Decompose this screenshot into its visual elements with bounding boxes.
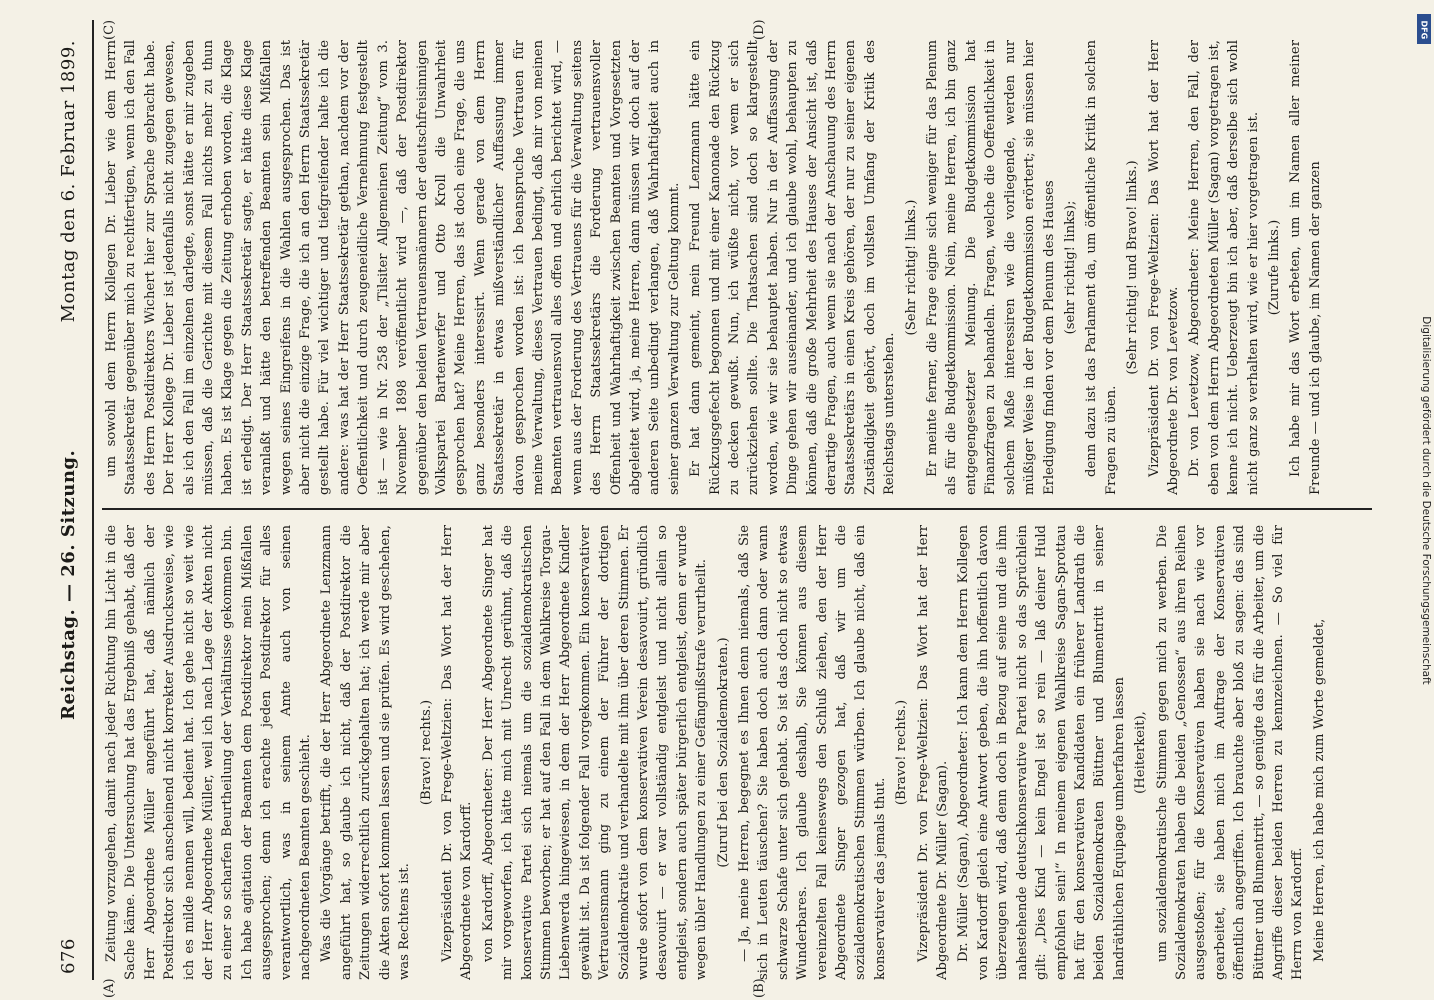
paragraph: Was die Vorgänge betrifft, die der Herr Abgeordnete Lenzmann angeführt hat, so glaube ich nicht, daß der Postdirektor die Zeitungen widerrechtlich zurückgehalten hat; ich werde mir aber die Akten sofort kommen lassen und sie prüfen. Es wird geschehen, was Rechtens ist. xyxy=(319,525,413,980)
marker-a: (A) xyxy=(102,978,117,998)
paragraph: Vizepräsident Dr. von Frege-Weltzien: Das Wort hat der Herr Abgeordnete Dr. von Levetzow. xyxy=(1146,40,1181,495)
digitization-stamp xyxy=(1416,8,1432,993)
paragraph: Ich habe mir das Wort erbeten, um im Namen aller meiner Freunde — und ich glaube, im Namen der ganzen xyxy=(1288,40,1323,495)
interjection: (Zuruf bei den Sozialdemokraten.) xyxy=(715,637,731,868)
paragraph: von Kardorff, Abgeordneter: Der Herr Abgeordnete Singer hat mir vorgeworfen, ich hätte mich mit Unrecht gerühmt, daß die konservative Partei sich niemals um die sozialdemokratischen Stimmen beworben; er hat auf den Fall in dem Wahlkreise Torgau-Liebenwerda hingewiesen, in dem der Herr Abgeordnete Kindler gewählt ist. Da ist folgender Fall vorgekommen. Ein konservativer Vertrauensmann ging zu einem der Führer der dortigen Sozialdemokratie und verhandelte mit ihm über deren Stimmen. Er wurde sofort von dem konservativen Verein desavouirt, gründlich desavouirt — er war vollständig entgleist und nicht allein so entgleist, sondern auch später bürgerlich entgleist, denn er wurde wegen übler Handlungen zu einer Gefängnißstrafe verurtheilt. xyxy=(480,525,710,980)
text-columns xyxy=(102,19,1372,998)
marker-c: (C) xyxy=(102,19,117,40)
marker-d: (D) xyxy=(752,19,767,40)
rotated-page xyxy=(50,19,1385,998)
paragraph: um sowohl dem Herrn Kollegen Dr. Lieber wie dem Herrn Staatssekretär gegenüber mich zu rechtfertigen, wenn ich den Fall des Herrn Postdirektors Wichert hier zur Sprache gebracht habe. Der Herr Kollege Dr. Lieber ist jedenfalls nicht zugegen gewesen, als ich den Fall im einzelnen darlegte, sonst hätte er mir zugeben müssen, daß die Gerichte mit diesem Fall nichts mehr zu thun haben. Es ist Klage gegen die Zeitung erhoben worden, die Klage ist erledigt. Der Herr Staatssekretär sagte, er hätte diese Klage veranlaßt und hätte den betreffenden Beamten sein Mißfallen wegen seines Eingreifens in die Wahlen ausgesprochen. Das ist aber nicht die einzige Frage, die ich an den Herrn Staatssekretär gestellt habe. Für viel wichtiger und tiefgreifender halte ich die andere: was hat der Herr Staatssekretär gethan, nachdem vor der Oeffentlichkeit und durch zeugeneidliche Vernehmung festgestellt ist — wie in Nr. 258 der „Tilsiter Allgemeinen Zeitung“ vom 3. November 1898 veröffentlicht wird —, daß der Postdirektor gegenüber den beiden Vertrauensmännern der deutschfreisinnigen Volkspartei Bartenwerfer und Otto Kroll die Unwahrheit gesprochen hat? Meine Herren, das ist doch eine Frage, die uns ganz besonders interessirt. Wenn gerade von dem Herrn Staatssekretär in etwas mißverständlicher Auffassung immer davon gesprochen worden ist: ich beanspruche Vertrauen für meine Verwaltung, dieses Vertrauen bedingt, daß mir von meinen Beamten vertrauensvoll alles offen und ehrlich berichtet wird, — wenn aus der Forderung des Vertrauens für die Verwaltung seitens des Herrn Staatssekretärs die Forderung vertrauensvoller Offenheit und Wahrhaftigkeit zwischen Beamten und Vorgesetzten abgeleitet wird, ja, meine Herren, dann müssen wir doch auf der anderen Seite unbedingt verlangen, daß Wahrhaftigkeit auch in seiner ganzen Verwaltung zur Geltung kommt. xyxy=(104,40,682,495)
column-divider xyxy=(102,508,1372,510)
interjection: (Sehr richtig! links.) xyxy=(903,199,919,336)
marker-b: (B) xyxy=(752,978,767,998)
page-number: 676 xyxy=(58,938,79,974)
session-date: Montag den 6. Februar 1899. xyxy=(58,40,79,323)
paragraph: Meine Herren, ich habe mich zum Worte gemeldet, xyxy=(1311,618,1327,962)
interjection: (Zurufe links.) xyxy=(1266,219,1282,316)
interjection: (Bravo! rechts.) xyxy=(418,699,434,806)
paragraph: denn dazu ist das Parlament da, um öffentliche Kritik in solchen Fragen zu üben. xyxy=(1084,40,1119,495)
paragraph: — Ja, meine Herren, begegnet es Ihnen denn niemals, daß Sie sich in Leuten täuschen? Sie haben doch auch dann oder wann schwarze Schafe unter sich gehabt. So ist das doch nicht so etwas Wunderbares. Ich glaube deshalb, Sie können aus diesem vereinzelten Fall keineswegs den Schluß ziehen, den der Herr Abgeordnete Singer gezogen hat, daß wir um die sozialdemokratischen Stimmen würben. Ich glaube nicht, daß ein konservativer das jemals thut. xyxy=(737,525,888,980)
paragraph: Vizepräsident Dr. von Frege-Weltzien: Das Wort hat der Herr Abgeordnete von Kardorff. xyxy=(439,525,475,980)
interjection: (Heiterkeit), xyxy=(1133,711,1149,794)
dfg-logo-text: DFG xyxy=(1419,20,1429,40)
interjection: (Sehr richtig! und Bravo! links.) xyxy=(1125,160,1141,375)
paragraph: Dr. von Levetzow, Abgeordneter: Meine Herren, den Fall, der eben von dem Herrn Abgeordneten Müller (Sagan) vorgetragen ist, kenne ich nicht. Ueberzeugt bin ich aber, daß derselbe sich wohl nicht ganz so verhalten wird, wie er hier vorgetragen ist. xyxy=(1187,40,1261,495)
right-column xyxy=(102,40,1372,495)
paragraph: Zeitung vorzugehen, damit nach jeder Richtung hin Licht in die Sache käme. Die Untersuchung hat das Ergebniß gehabt, daß der Herr Abgeordnete Müller angeführt hat, daß nämlich der Postdirektor sich anscheinend nicht korrekter Ausdrucksweise, wie ich es milde nennen will, bedient hat. Ich gehe nicht so weit wie der Herr Abgeordnete Müller, weil ich nach Lage der Akten nicht zu einer so scharfen Beurtheilung der Verhältnisse gekommen bin. Ich habe agitation der Beamten dem Postdirektor mein Mißfallen ausgesprochen; denn ich erachte jeden Postdirektor für alles verantwortlich, was in seinem Amte auch von seinen nachgeordneten Beamten geschieht. xyxy=(104,525,314,980)
paragraph: Vizepräsident Dr. von Frege-Weltzien: Das Wort hat der Herr Abgeordnete Dr. Müller (Sagan). xyxy=(915,525,951,980)
interjection: (sehr richtig! links); xyxy=(1062,200,1078,335)
paragraph: Dr. Müller (Sagan), Abgeordneter: Ich kann dem Herrn Kollegen von Kardorff gleich eine Antwort geben, die ihn hoffentlich davon überzeugen wird, daß denn doch in Bezug auf seine und die ihm nahestehende deutschkonservative Partei nicht so das Sprüchlein gilt: „Dies Kind — kein Engel ist so rein — laß deiner Huld empfohlen sein!“ In meinem eigenen Wahlkreise Sagan-Sprottau hat für den konservativen Kandidaten ein früherer Landrath die beiden Sozialdemokraten Büttner und Blumentritt in seiner landräthlichen Equipage umherfahren lassen xyxy=(956,525,1127,980)
session-title: Reichstag. — 26. Sitzung. xyxy=(58,449,79,720)
paragraph: Er meinte ferner, die Frage eigne sich weniger für das Plenum als für die Budgetkommission. Nein, meine Herren, ich bin ganz entgegengesetzter Meinung. Die Budgetkommission hat Finanzfragen zu behandeln. Fragen, welche die Oeffentlichkeit in solchem Maße interessiren wie die vorliegende, werden nur müßiger Weise in der Budgetkommission erörtert; sie müssen hier Erledigung finden vor dem Plenum des Hauses xyxy=(925,40,1057,495)
digitization-credit: Digitalisierung gefördert durch die Deutsche Forschungsgemeinschaft xyxy=(1420,316,1432,685)
paragraph: um sozialdemokratische Stimmen gegen mich zu werben. Die Sozialdemokraten haben die beiden „Genossen“ aus ihren Reihen ausgestoßen; für die Konservativen haben sie nach wie vor gearbeitet, sie haben mich im Auftrage der Konservativen öffentlich angegriffen. Ich brauchte aber bloß zu sagen: das sind Büttner und Blumentritt, — so genügte das für die Arbeiter, um die Angriffe dieser beiden Herren zu kennzeichnen. — So viel für Herrn von Kardorff. xyxy=(1154,525,1306,980)
left-column xyxy=(102,525,1372,980)
interjection: (Bravo! rechts.) xyxy=(894,699,910,806)
page-header xyxy=(50,20,94,980)
paragraph: Er hat dann gemeint, mein Freund Lenzmann hätte ein Rückzugsgefecht begonnen und mit einer Kanonade den Rückzug zu decken gewußt. Nun, ich wüßte nicht, vor wem er sich zurückziehen sollte. Die Thatsachen sind doch so klargestellt worden, wie wir sie behauptet haben. Nur in der Auffassung der Dinge gehen wir auseinander, und ich glaube wohl, behaupten zu können, daß die große Mehrheit des Hauses der Ansicht ist, daß derartige Fragen, auch wenn sie nach der Anschauung des Herrn Staatssekretärs in einen Kreis gehören, der nur zu seiner eigenen Zuständigkeit gehört, doch im vollsten Umfang der Kritik des Reichstags unterstehen. xyxy=(688,40,898,495)
